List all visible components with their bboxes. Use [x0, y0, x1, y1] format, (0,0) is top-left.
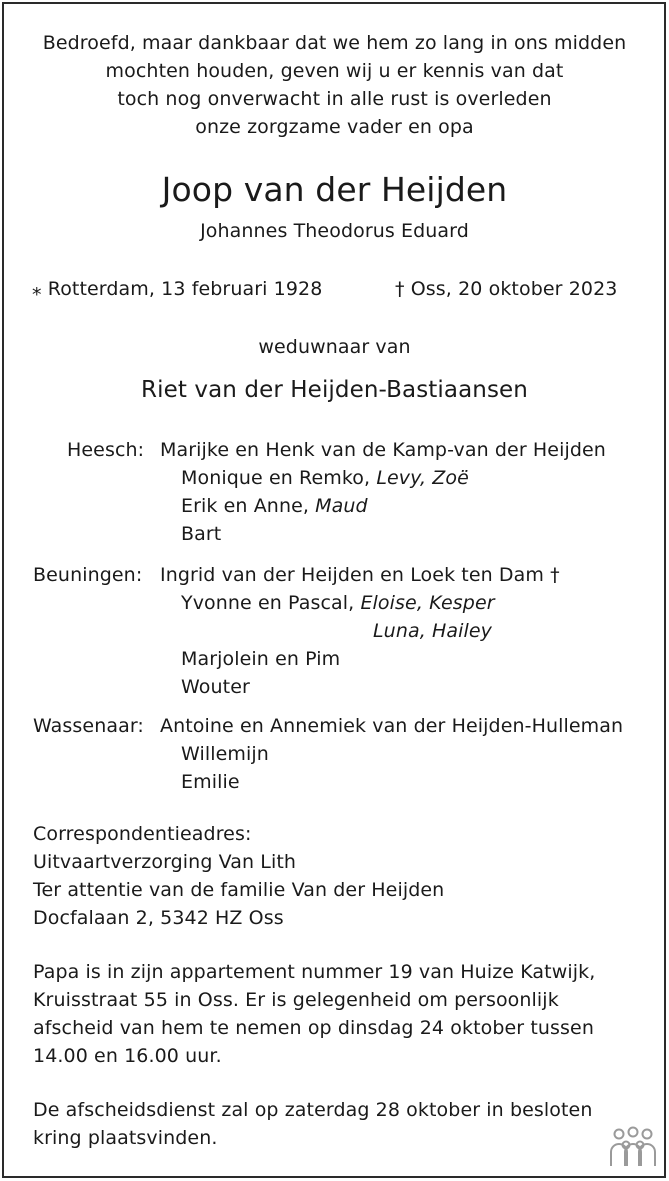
grandchildren-continued: Luna, Hailey: [373, 620, 493, 642]
visitation-line: Kruisstraat 55 in Oss. Er is gelegenheid om persoonlijk: [33, 989, 559, 1011]
deceased-name: Joop van der Heijden: [161, 170, 508, 209]
intro-line-1: Bedroefd, maar dankbaar dat we hem zo lang in ons midden: [42, 32, 627, 54]
grandchildren: Levy, Zoë: [376, 467, 469, 489]
family-head-heesch: Marijke en Henk van de Kamp-van der Heijden: [160, 439, 606, 461]
correspondence-address: Docfalaan 2, 5342 HZ Oss: [33, 907, 284, 929]
visitation-line: 14.00 en 16.00 uur.: [33, 1045, 222, 1067]
family-member: Yvonne en Pascal, Eloise, Kesper: [181, 592, 495, 614]
family-place-heesch: Heesch:: [67, 439, 145, 461]
visitation-line: afscheid van hem te nemen op dinsdag 24 oktober tussen: [33, 1017, 594, 1039]
intro-line-2: mochten houden, geven wij u er kennis van dat: [105, 60, 564, 82]
family-member: Erik en Anne, Maud: [181, 495, 368, 517]
birth-line: [32, 275, 322, 303]
grandchildren: Eloise, Kesper: [360, 592, 495, 614]
birth-symbol-icon: ⁎: [32, 278, 42, 300]
birth-date: Rotterdam, 13 februari 1928: [47, 278, 323, 300]
family-head-beuningen: Ingrid van der Heijden en Loek ten Dam †: [160, 564, 560, 586]
family-member: Emilie: [181, 771, 240, 793]
family-place-beuningen: Beuningen:: [33, 564, 143, 586]
correspondence-line: Ter attentie van de familie Van der Heijden: [33, 879, 445, 901]
service-line: De afscheidsdienst zal op zaterdag 28 oktober in besloten: [33, 1099, 593, 1121]
family-member: Bart: [181, 523, 222, 545]
deceased-full-names: Johannes Theodorus Eduard: [200, 220, 469, 242]
family-place-wassenaar: Wassenaar:: [33, 715, 144, 737]
family-member: Monique en Remko, Levy, Zoë: [181, 467, 469, 489]
cross-icon: †: [395, 278, 405, 300]
grandchildren: Maud: [315, 495, 368, 517]
family-people-icon: [608, 1126, 658, 1168]
family-member: Willemijn: [181, 743, 269, 765]
correspondence-line: Uitvaartverzorging Van Lith: [33, 851, 297, 873]
family-member: Marjolein en Pim: [181, 648, 341, 670]
correspondence-label: Correspondentieadres:: [33, 823, 252, 845]
spouse-name: Riet van der Heijden-Bastiaansen: [141, 377, 528, 403]
death-date: Oss, 20 oktober 2023: [410, 278, 618, 300]
death-line: [395, 275, 617, 303]
service-line: kring plaatsvinden.: [33, 1127, 218, 1149]
spouse-relation: weduwnaar van: [258, 336, 411, 358]
intro-line-4: onze zorgzame vader en opa: [195, 116, 474, 138]
intro-line-3: toch nog onverwacht in alle rust is overleden: [117, 88, 552, 110]
family-member: Wouter: [181, 676, 250, 698]
visitation-line: Papa is in zijn appartement nummer 19 van Huize Katwijk,: [33, 961, 596, 983]
family-head-wassenaar: Antoine en Annemiek van der Heijden-Hulleman: [160, 715, 624, 737]
